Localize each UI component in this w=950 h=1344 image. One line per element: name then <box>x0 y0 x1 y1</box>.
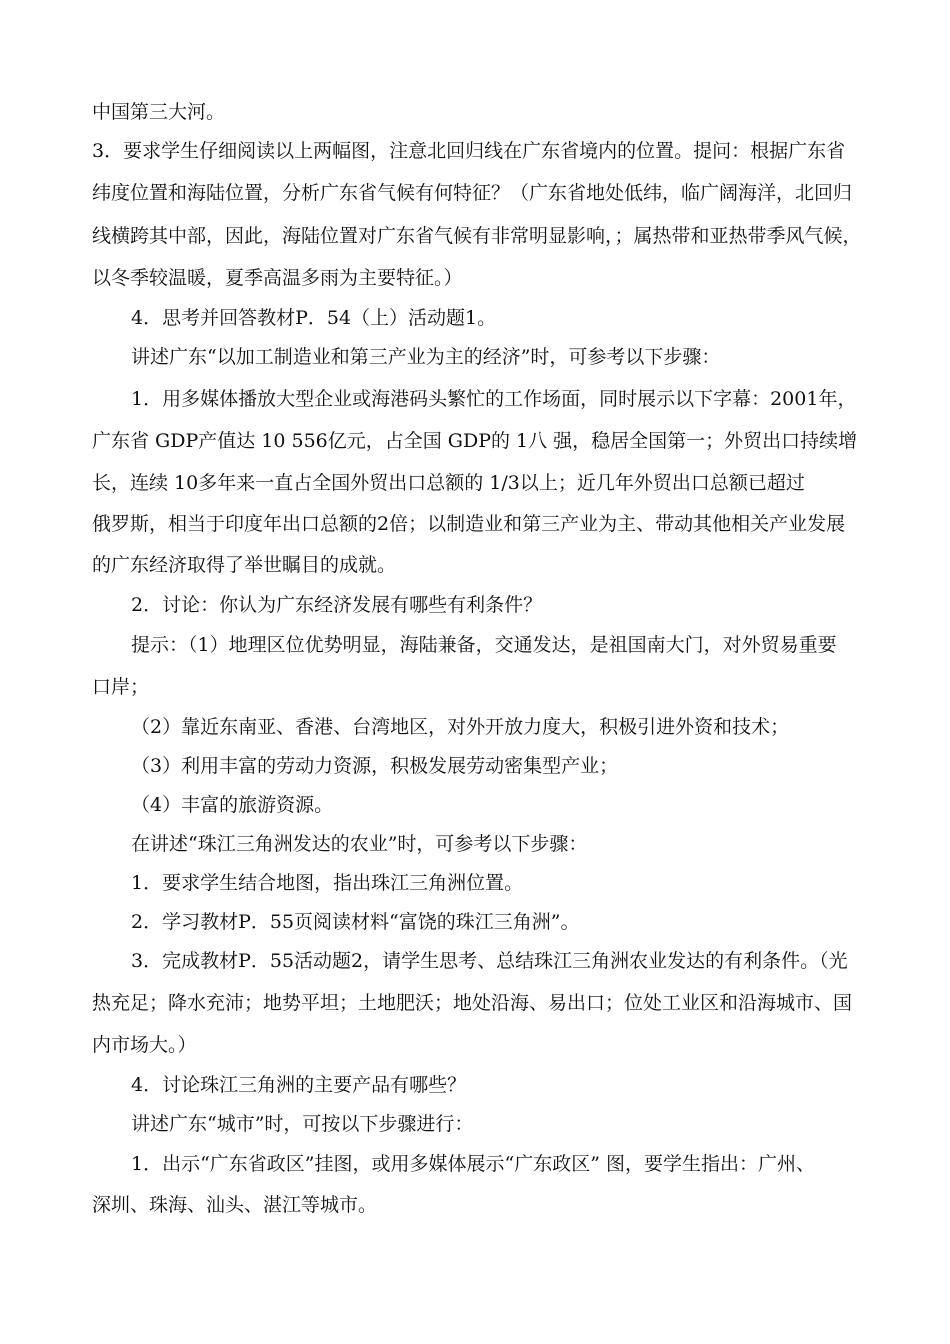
text-line: 广东省 GDP产值达 10 556亿元，占全国 GDP的 1八 强，稳居全国第一；外贸出口持续增 <box>92 430 858 452</box>
text-line: 以冬季较温暖，夏季高温多雨为主要特征。） <box>92 267 463 289</box>
text-line: （4）丰富的旅游资源。 <box>131 794 334 816</box>
text-line: 讲述广东“以加工制造业和第三产业为主的经济”时，可参考以下步骤： <box>131 346 721 368</box>
text-line: 的广东经济取得了举世瞩目的成就。 <box>92 554 397 576</box>
text-line: （3）利用丰富的劳动力资源，积极发展劳动密集型产业； <box>131 755 619 777</box>
text-line: （2）靠近东南亚、香港、台湾地区，对外开放力度大，积极引进外资和技术； <box>131 716 790 738</box>
text-line: 1．用多媒体播放大型企业或海港码头繁忙的工作场面，同时展示以下字幕：2001年， <box>131 388 857 410</box>
text-line: 1．要求学生结合地图，指出珠江三角洲位置。 <box>131 872 524 894</box>
text-line: 中国第三大河。 <box>92 101 226 123</box>
text-line: 长，连续 10多年来一直占全国外贸出口总额的 1/3以上；近几年外贸出口总额已超过 <box>92 472 805 494</box>
text-line: 2．学习教材P．55页阅读材料“富饶的珠江三角洲”。 <box>131 911 580 933</box>
text-line: 1．出示“广东省政区”挂图，或用多媒体展示“广东政区” 图，要学生指出：广州、 <box>131 1153 815 1175</box>
text-line: 在讲述“珠江三角洲发达的农业”时，可参考以下步骤： <box>131 833 588 855</box>
text-line: 4．思考并回答教材P．54（上）活动题1。 <box>131 307 497 329</box>
text-line: 口岸； <box>92 676 150 698</box>
text-line: 俄罗斯，相当于印度年出口总额的2倍；以制造业和第三产业为主、带动其他相关产业发展 <box>92 513 846 535</box>
text-line: 纬度位置和海陆位置，分析广东省气候有何特征？（广东省地处低纬，临广阔海洋，北回归 <box>92 182 853 204</box>
text-line: 线横跨其中部，因此，海陆位置对广东省气候有非常明显影响，；属热带和亚热带季风气候， <box>92 225 862 247</box>
text-line: 3．完成教材P．55活动题2，请学生思考、总结珠江三角洲农业发达的有利条件。（光 <box>131 950 848 972</box>
text-line: 深圳、珠海、汕头、湛江等城市。 <box>92 1194 378 1216</box>
text-line: 2．讨论：你认为广东经济发展有哪些有利条件？ <box>131 594 543 616</box>
text-line: 内市场大。） <box>92 1034 197 1056</box>
text-line: 提示：（1）地理区位优势明显，海陆兼备，交通发达，是祖国南大门，对外贸易重要 <box>131 634 837 656</box>
text-line: 热充足；降水充沛；地势平坦；土地肥沃；地处沿海、易出口；位处工业区和沿海城市、国 <box>92 992 853 1014</box>
text-line: 讲述广东“城市”时，可按以下步骤进行： <box>131 1113 474 1135</box>
text-line: 4．讨论珠江三角洲的主要产品有哪些？ <box>131 1074 467 1096</box>
text-line: 3．要求学生仔细阅读以上两幅图，注意北回归线在广东省境内的位置。提问：根据广东省 <box>92 140 846 162</box>
